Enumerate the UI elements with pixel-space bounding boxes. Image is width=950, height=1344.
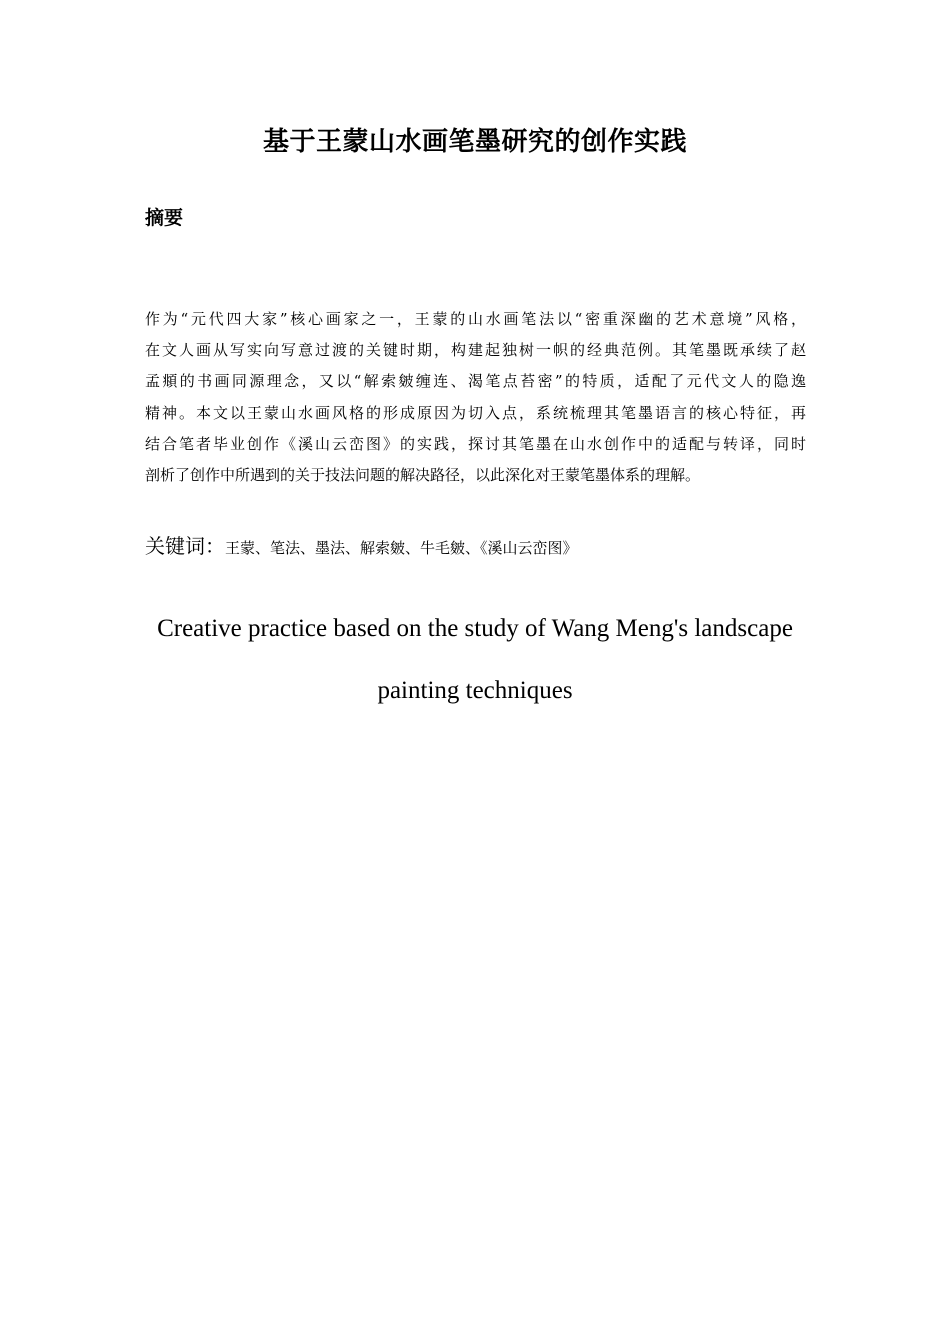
abstract-line: 结合笔者毕业创作《溪山云峦图》的实践，探讨其笔墨在山水创作中的适配与转译，同时 bbox=[145, 434, 806, 453]
keywords-value: 王蒙、笔法、墨法、解索皴、牛毛皴、《溪山云峦图》 bbox=[225, 539, 578, 557]
abstract-body bbox=[145, 304, 806, 491]
english-title-line: painting techniques bbox=[377, 677, 573, 704]
english-title bbox=[100, 598, 850, 722]
abstract-line: 剖析了创作中所遇到的关于技法问题的解决路径，以此深化对王蒙笔墨体系的理解。 bbox=[145, 466, 701, 485]
keywords bbox=[145, 531, 578, 563]
abstract-line: 精神。本文以王蒙山水画风格的形成原因为切入点，系统梳理其笔墨语言的核心特征，再 bbox=[145, 403, 806, 422]
abstract-line: 孟頫的书画同源理念，又以“解索皴缠连、渴笔点苔密”的特质，适配了元代文人的隐逸 bbox=[145, 372, 806, 391]
abstract-line: 在文人画从写实向写意过渡的关键时期，构建起独树一帜的经典范例。其笔墨既承续了赵 bbox=[145, 341, 806, 360]
abstract-line: 作为“元代四大家”核心画家之一，王蒙的山水画笔法以“密重深幽的艺术意境”风格， bbox=[145, 310, 806, 328]
abstract-heading: 摘要 bbox=[145, 207, 184, 229]
english-title-line: Creative practice based on the study of Wang Meng's landscape bbox=[157, 615, 793, 642]
keywords-label: 关键词： bbox=[145, 534, 225, 558]
page-title: 基于王蒙山水画笔墨研究的创作实践 bbox=[262, 127, 687, 157]
